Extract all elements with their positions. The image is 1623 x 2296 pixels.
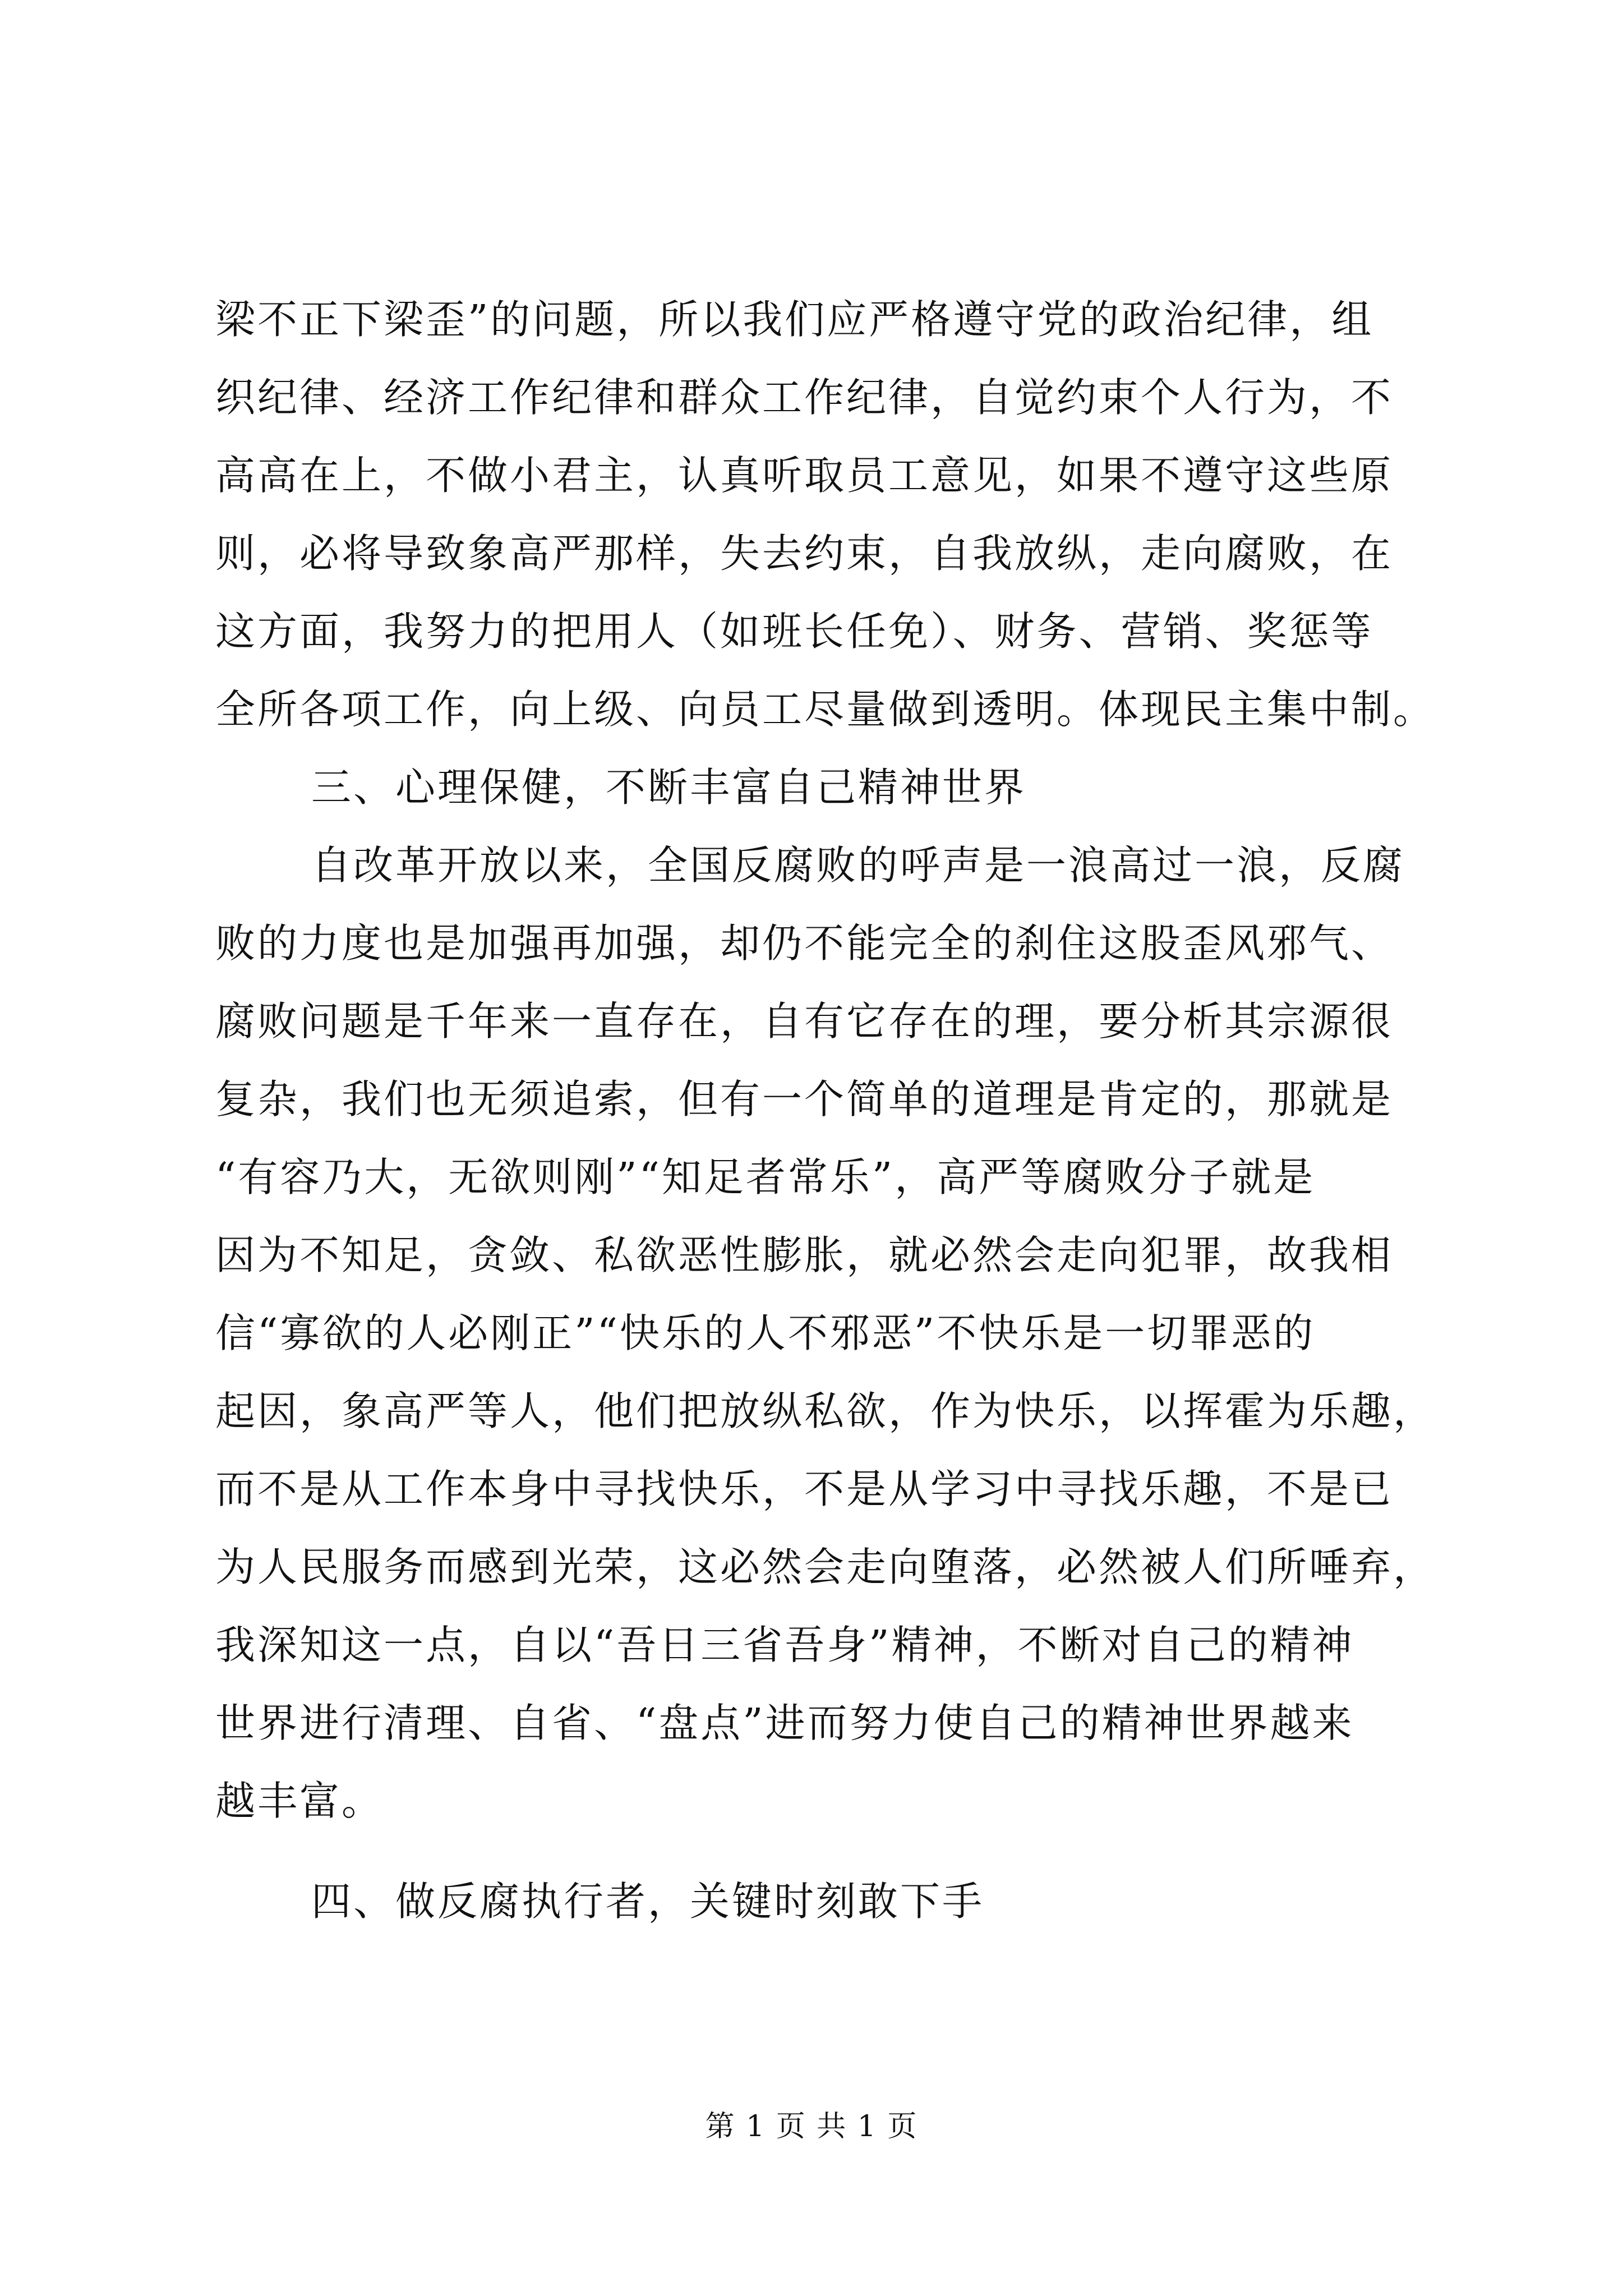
paragraph-line: 复杂，我们也无须追索，但有一个简单的道理是肯定的，那就是: [215, 1076, 1394, 1122]
paragraph-line: 败的力度也是加强再加强，却仍不能完全的刹住这股歪风邪气、: [215, 920, 1394, 967]
paragraph-line: 起因，象高严等人，他们把放纵私欲，作为快乐，以挥霍为乐趣，: [215, 1388, 1436, 1434]
paragraph-line: “有容乃大，无欲则刚”“知足者常乐”，高严等腐败分子就是: [215, 1154, 1316, 1200]
paragraph-line: 梁不正下梁歪”的问题，所以我们应严格遵守党的政治纪律，组: [215, 296, 1374, 343]
paragraph-line: 而不是从工作本身中寻找快乐，不是从学习中寻找乐趣，不是已: [215, 1466, 1394, 1512]
paragraph-line: 高高在上，不做小君主，认真听取员工意见，如果不遵守这些原: [215, 452, 1394, 499]
paragraph-line: 自改革开放以来，全国反腐败的呼声是一浪高过一浪，反腐: [311, 842, 1405, 889]
paragraph-line: 则，必将导致象高严那样，失去约束，自我放纵，走向腐败，在: [215, 530, 1394, 577]
paragraph-line: 为人民服务而感到光荣，这必然会走向堕落，必然被人们所唾弃，: [215, 1544, 1436, 1590]
page-footer: 第 1 页 共 1 页: [705, 2110, 918, 2143]
paragraph-line: 因为不知足，贪敛、私欲恶性膨胀，就必然会走向犯罪，故我相: [215, 1232, 1394, 1278]
paragraph-line: 这方面，我努力的把用人（如班长任免）、财务、营销、奖惩等: [215, 608, 1373, 655]
paragraph-line: 越丰富。: [215, 1778, 384, 1824]
paragraph-line: 织纪律、经济工作纪律和群众工作纪律，自觉约束个人行为，不: [215, 374, 1394, 421]
paragraph-line: 信“寡欲的人必刚正”“快乐的人不邪恶”不快乐是一切罪恶的: [215, 1310, 1316, 1356]
section-heading-3: 三、心理保健，不断丰富自己精神世界: [311, 764, 1027, 811]
section-heading-4: 四、做反腐执行者，关键时刻敢下手: [311, 1878, 985, 1925]
paragraph-line: 全所各项工作，向上级、向员工尽量做到透明。体现民主集中制。: [215, 686, 1436, 733]
paragraph-line: 腐败问题是千年来一直存在，自有它存在的理，要分析其宗源很: [215, 998, 1394, 1045]
paragraph-line: 世界进行清理、自省、“盘点”进而努力使自己的精神世界越来: [215, 1700, 1354, 1746]
paragraph-line: 我深知这一点，自以“吾日三省吾身”精神，不断对自己的精神: [215, 1622, 1354, 1668]
